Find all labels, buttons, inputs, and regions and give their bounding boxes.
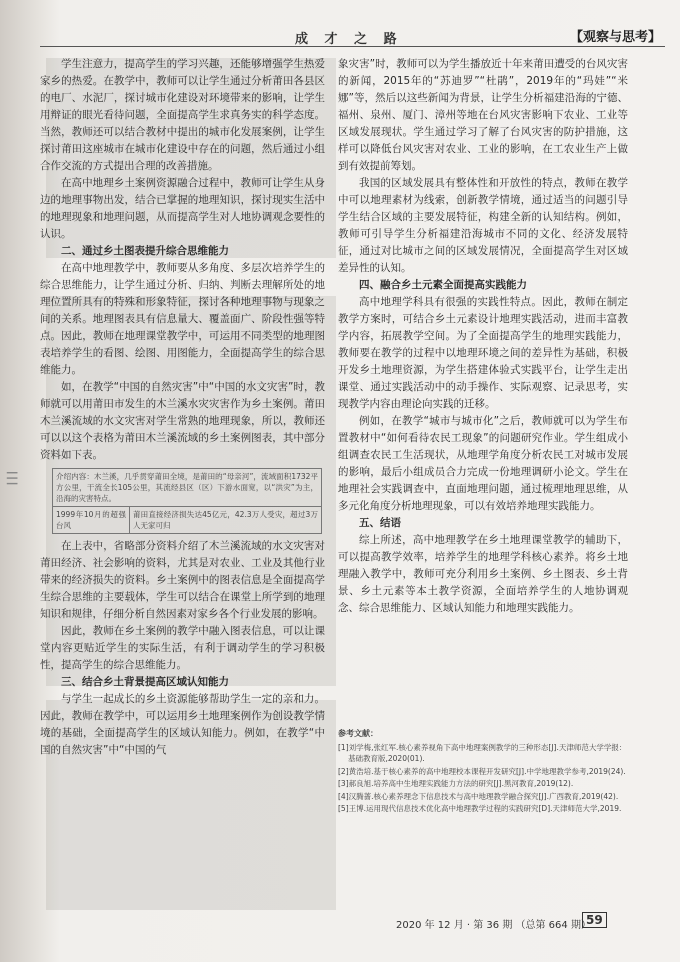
section-label: 【观察与思考】	[569, 30, 661, 45]
paragraph: 在高中地理乡土案例资源融合过程中，教师可让学生从身边的地理事物出发，结合已掌握的地理知识，探讨现实生活中的地理现象和地理问题，从而提高学生对人地协调观念要性的认识。	[40, 177, 325, 240]
reference-item: [5]王博.运用现代信息技术优化高中地理教学过程的实践研究[D].天津师范大学,2019.	[338, 804, 622, 813]
table-cell: 莆田直接经济损失达45亿元，42.3万人受灾，超过3万人无家可归	[130, 507, 322, 534]
section-heading: 二、通过乡土图表提升综合思维能力	[61, 245, 229, 257]
section-heading: 三、结合乡土背景提高区域认知能力	[61, 676, 229, 688]
references	[338, 728, 628, 816]
references-title: 参考文献：	[338, 729, 378, 738]
right-column	[338, 56, 628, 617]
table-row	[53, 507, 322, 534]
reference-item: [2]黄浩培.基于核心素养的高中地理校本课程开发研究[J].中学地理教学参考,2019(24).	[338, 766, 626, 776]
paragraph: 因此，教师在乡土案例的教学中融入图表信息，可以让课堂内容更贴近学生的实际生活，有利于调动学生的学习积极性，提高学生的综合思维能力。	[40, 625, 325, 671]
paragraph: 高中地理学科具有很强的实践性特点。因此，教师在制定教学方案时，可结合乡土元素设计地理实践活动，进而丰富教学内容，拓展教学空间。为了全面提高学生的地理实践能力，教师要在教学的过程中以地理环境之间的差异性为基础，积极开发乡土地理资源，为学生搭建体验式实践平台，让学生走出课堂、通过实践活动中的动手操作、实际观察、记录思考，实现教学内容由理论向实践的迁移。	[338, 296, 628, 410]
table-cell: 介绍内容：木兰溪，几乎贯穿莆田全境，是莆田的“母亲河”，流域面积1732平方公里，干流全长105公里，其流经县区（区）下游水面宽，以“洪灾”为主，沿海的灾害特点。	[53, 469, 322, 507]
table-cell: 1999年10月的超强台风	[53, 507, 130, 534]
paragraph: 我国的区域发展具有整体性和开放性的特点，教师在教学中可以地理素材为线索，创新教学情境，通过适当的问题引导学生结合区域的主要发展特征，构建全新的认知结构。例如，教师可引导学生分析福建沿海城市不同的文化、经济发展特征，通过对比城市之间的区域发展情况，全面提高学生对区域差异性的认知。	[338, 177, 628, 274]
paragraph: 如，在教学“中国的自然灾害”中“中国的水文灾害”时，教师就可以用莆田市发生的木兰溪水灾灾害作为乡土案例。莆田木兰溪流域的水文灾害对学生常熟的地理现象，所以，教师还可以以这个表格为莆田木兰溪流域的乡土案例图表，其中部分资料如下表。	[40, 381, 325, 461]
left-column	[40, 56, 325, 759]
margin-scan-mark: ┃┃┃	[6, 470, 16, 487]
paragraph: 象灾害”时，教师可以为学生播放近十年来莆田遭受的台风灾害的新闻，2015年的“苏迪罗”“杜鹃”，2019年的“玛娃”“米娜”等，然后以这些新闻为背景，让学生分析福建沿海的宁德、福州、泉州、厦门、漳州等地在台风灾害影响下农业、工业等区域发展现状。学生通过学习了解了台风灾害的防护措施，这样可以降低台风灾害对农业、工业的影响，在工农业生产上做到有效提前筹划。	[338, 58, 628, 172]
paragraph: 在上表中，省略部分资料介绍了木兰溪流域的水文灾害对莆田经济、社会影响的资料，尤其是对农业、工业及其他行业带来的经济损失的资料。乡土案例中的图表信息是全面提高学生综合思维的主要载体，学生可以结合在课堂上所学到的地理知识和规律，仔细分析自然因素对家乡各个行业发展的影响。	[40, 540, 325, 620]
paragraph: 学生注意力，提高学生的学习兴趣，还能够增强学生热爱家乡的热爱。在教学中，教师可以让学生通过分析莆田各县区的电厂、水泥厂，探讨城市化建设对环境带来的影响，让学生用辩证的眼光看待问题，全面提高学生求真务实的科学态度。当然，教师还可以结合教材中提出的城市化发展案例，让学生探讨莆田这座城市在城市化建设中存在的问题，然后通过小组合作交流的方式提出合理的改善措施。	[40, 58, 325, 172]
issue-info: 2020 年 12 月 · 第 36 期 （总第 664 期）	[396, 920, 591, 931]
reference-item: [3]郝良旭.培养高中生地理实践能力方法的研究[J].黑河教育,2019(12).	[338, 779, 574, 788]
paragraph: 与学生一起成长的乡土资源能够帮助学生一定的亲和力。因此，教师在教学中，可以运用乡土地理案例作为创设教学情境的基础，全面提高学生的区域认知能力。例如，在教学“中国的自然灾害”中“中国的气	[40, 693, 325, 756]
paragraph: 在高中地理教学中，教师要从多角度、多层次培养学生的综合思维能力，让学生通过分析、归纳、判断去理解所处的地理位置所具有的特殊和形象特征，探讨各种地理事物与现象之间的关系。地理图表具有信息量大、覆盖面广、阶段性强等特点。因此，教师在地理课堂教学中，可运用不同类型的地理图表培养学生的看图、绘图、用图能力，全面提高学生的综合思维能力。	[40, 262, 325, 376]
paragraph: 例如，在教学“城市与城市化”之后，教师就可以为学生布置教材中“如何看待农民工现象”的问题研究作业。学生组成小组调查农民工生活现状，从地理学角度分析农民工对城市发展的影响，最后小组成员合力完成一份地理调研小论文。学生在地理社会实践调查中，直面地理问题，通过梳理地理思维，从多元化角度分析地理现象，可以有效培养地理实践能力。	[338, 415, 628, 512]
reference-item: [4]汉腾蔷.核心素养理念下信息技术与高中地理教学融合探究[J].广西教育,2019(42).	[338, 791, 619, 801]
page-number: 59	[582, 912, 607, 928]
data-table	[52, 468, 322, 534]
page-header	[40, 20, 665, 47]
journal-title: 成 才 之 路	[295, 32, 403, 47]
reference-item: [1]刘学梅,张红军.核心素养视角下高中地理案例教学的三种形态[J].天津师范大学学报：基础教育版,2020(01).	[338, 742, 627, 763]
section-heading: 五、结语	[359, 517, 401, 529]
table-row	[53, 469, 322, 507]
section-heading: 四、融合乡土元素全面提高实践能力	[359, 279, 527, 291]
paragraph: 综上所述，高中地理教学在乡土地理课堂教学的辅助下，可以提高教学效率，培养学生的地理学科核心素养。将乡土地理融入教学中，教师可充分利用乡土案例、乡土图表、乡土背景、乡土元素等本土教学资源，全面培养学生的人地协调观念、综合思维能力、区域认知能力和地理实践能力。	[338, 534, 628, 614]
